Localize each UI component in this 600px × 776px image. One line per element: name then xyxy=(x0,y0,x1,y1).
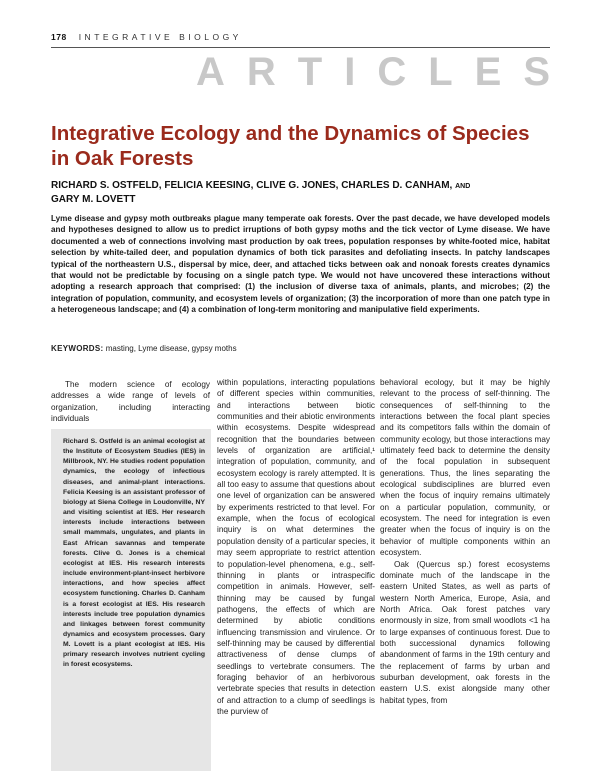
body-column-1 xyxy=(51,379,210,424)
intro-paragraph: The modern science of ecology addresses a wide range of levels of organization, including interacting individuals xyxy=(51,380,210,424)
author-bio-text: Richard S. Ostfeld is an animal ecologist at the Institute of Ecosystem Studies (IES) in Millbrook, NY. He studies rodent population dynamics, the ecology of infectious diseases, and animal-plant interactions. Felicia Keesing is an assistant professor of biology at Siena College in Loudonville, NY and visiting scientist at IES. Her research interests include interactions between small mammals, ungulates, and plants in East African savannas and temperate forests. Clive G. Jones is a chemical ecologist at IES. His research interests include environment-plant-insect herbivore interactions, and how species affect ecosystem functioning. Charles D. Canham is a forest ecologist at IES. His research interests include tree population dynamics and linkages between forest community dynamics and ecosystem processes. Gary M. Lovett is a plant ecologist at IES. His primary research involves nutrient cycling in forest ecosystems. xyxy=(63,438,205,669)
keywords xyxy=(51,344,237,353)
authors-main: RICHARD S. OSTFELD, FELICIA KEESING, CLIVE G. JONES, CHARLES D. CANHAM, xyxy=(51,180,453,191)
journal-name: INTEGRATIVE BIOLOGY xyxy=(78,32,242,42)
section-banner: ARTICLES xyxy=(196,50,572,94)
header-rule xyxy=(51,47,550,48)
body-paragraph: Oak (Quercus sp.) forest ecosystems dominate much of the landscape in the eastern United States, as well as parts of western North America, Europe, Asia, and North Africa. Oak forest patches vary enormously in size, from small woodlots <1 ha to large expanses of continuous forest. Due to both successional dynamics following abandonment of farms in the 19th century and the replacement of farms by urban and suburban development, oak forests in the eastern U.S. exist alongside many other habitat types, from xyxy=(380,559,550,705)
page-number: 178 xyxy=(51,32,67,42)
author-list xyxy=(51,179,551,206)
article-title: Integrative Ecology and the Dynamics of Species in Oak Forests xyxy=(51,122,530,170)
authors-last: GARY M. LOVETT xyxy=(51,194,136,205)
authors-and: AND xyxy=(455,183,471,190)
abstract: Lyme disease and gypsy moth outbreaks plague many temperate oak forests. Over the past decade, we have developed models and hypotheses designed to allow us to predict irruptions of both gypsy moths and the tick vector of Lyme disease. We have documented a web of connections involving mast production by oak trees, population responses by white-footed mice, habitat selection by white-tailed deer, and population dynamics of both tick parasites and defoliating insects. In patchy landscapes typical of the northeastern U.S., dispersal by mice, deer, and attached ticks between oak and nonoak forests creates dynamics that would not be predictable by focusing on a single patch type. We would not have uncovered these interactions without adopting a research approach that comprised: (1) the inclusion of diverse taxa of animals, plants, and microbes; (2) the integration of population, community, and ecosystem levels of organization; (3) the incorporation of more than one patch type in a heterogeneous landscape; and (4) a combination of long-term monitoring and manipulative field experiments. xyxy=(51,214,550,315)
running-header xyxy=(51,32,242,42)
keywords-label: KEYWORDS: xyxy=(51,344,104,353)
body-paragraph: within populations, interacting populations of different species within communities, and interactions between biotic communities and their abiotic environments within ecosystems. Despite widespread recognition that the boundaries between levels of organization are artificial,¹ integration of population, community, and ecosystem ecology is rarely attempted. It is all too easy to assume that questions about one level of organization can be answered by experiments restricted to that level. For example, when the focus of ecological inquiry is on what determines the population density of a particular species, it may seem appropriate to restrict attention to population-level phenomena, e.g., self-thinning in plants or intraspecific competition in animals. However, self-thinning may be caused by fungal pathogens, the effects of which are determined by abiotic conditions influencing transmission and virulence. Or self-thinning may be caused by differential attractiveness of dense clumps of seedlings to vertebrate consumers. The foraging behavior of an herbivorous vertebrate species that results in detection of and attraction to a clump of seedlings is the purview of xyxy=(217,378,375,716)
body-column-2 xyxy=(217,377,375,717)
body-column-3 xyxy=(380,377,550,706)
body-paragraph: behavioral ecology, but it may be highly relevant to the process of self-thinning. The consequences of self-thinning to the interactions between the focal plant species and its competitors falls within the domain of community ecology, but those interactions may ultimately feed back to determine the density of the focal population in subsequent generations. Thus, the lines separating the ecological subdisciplines are blurred even when the focus of inquiry remains ultimately on a particular population, community, or ecosystem. The need for integration is even greater when the focus of inquiry is on the behavior of multiple components within an ecosystem. xyxy=(380,378,550,558)
keywords-list: masting, Lyme disease, gypsy moths xyxy=(105,344,237,353)
